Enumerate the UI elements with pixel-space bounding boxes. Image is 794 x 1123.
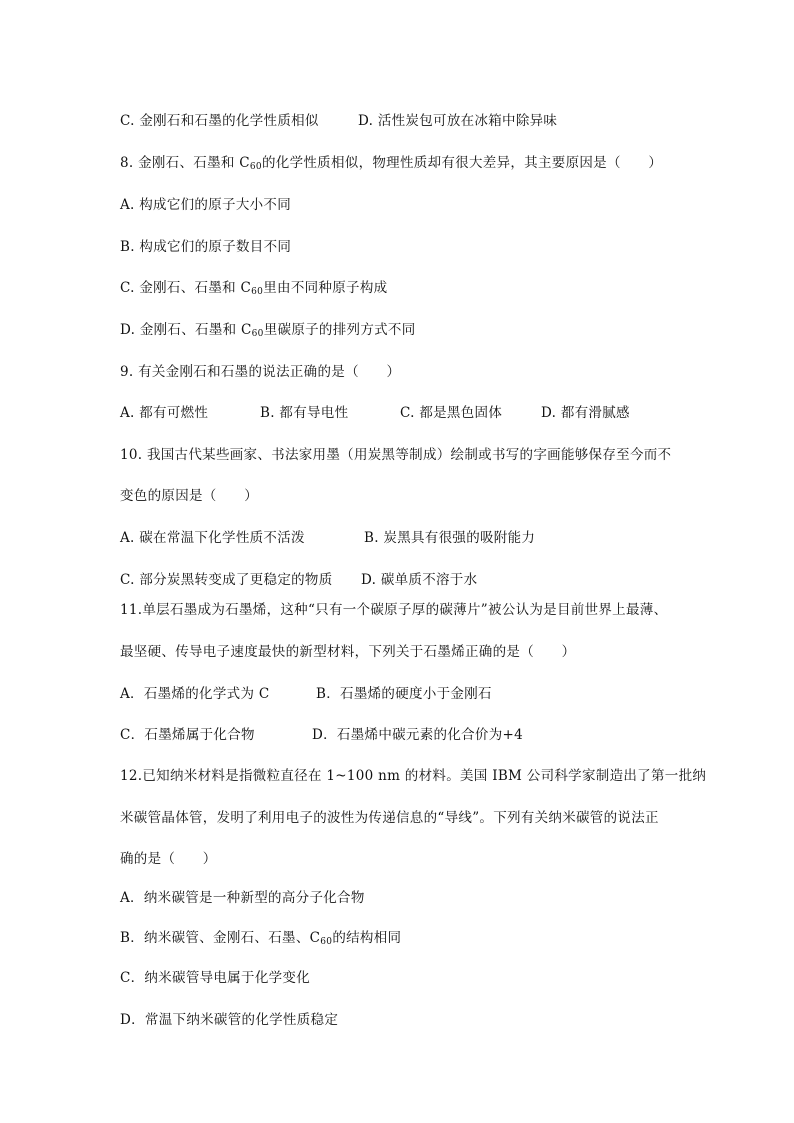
q8-option-a: A. 构成它们的原子大小不同: [120, 197, 292, 213]
q9-option-a: A. 都有可燃性: [120, 405, 209, 421]
q11-option-a: A．石墨烯的化学式为 C: [120, 686, 270, 702]
q10-stem-line1: 10. 我国古代某些画家、书法家用墨（用炭黑等制成）绘制或书写的字画能够保存至今而不: [120, 447, 672, 463]
q12-option-a: A．纳米碳管是一种新型的高分子化合物: [120, 890, 365, 906]
q12b-sub: 60: [320, 937, 333, 947]
q8d-sub: 60: [251, 329, 264, 339]
q11-option-d: D．石墨烯中碳元素的化合价为+4: [312, 727, 524, 743]
q9-option-b: B. 都有导电性: [260, 405, 349, 421]
q11-stem-line2: 最坚硬、传导电子速度最快的新型材料，下列关于石墨烯正确的是（ ）: [120, 644, 576, 660]
q12-option-c: C．纳米碳管导电属于化学变化: [120, 970, 311, 986]
q7-option-c: C. 金刚石和石墨的化学性质相似: [120, 113, 319, 129]
q8c-sub: 60: [251, 287, 264, 297]
q12b-pre: B．纳米碳管、金刚石、石墨、C: [120, 930, 321, 946]
q10-option-c: C. 部分炭黑转变成了更稳定的物质: [120, 572, 333, 588]
q8-stem-sub: 60: [249, 162, 262, 172]
q11-option-c: C．石墨烯属于化合物: [120, 727, 255, 743]
q8c-post: 里由不同种原子构成: [263, 280, 388, 296]
q8-option-b: B. 构成它们的原子数目不同: [120, 239, 292, 255]
q9-option-c: C. 都是黑色固体: [400, 405, 503, 421]
q8-option-d: [120, 318, 416, 339]
q12-stem-line3: 确的是（ ）: [120, 851, 217, 867]
q8c-pre: C. 金刚石、石墨和 C: [120, 280, 252, 296]
q10-option-a: A. 碳在常温下化学性质不活泼: [120, 530, 305, 546]
q10-stem-line2: 变色的原因是（ ）: [120, 488, 258, 504]
q12-stem-line2: 米碳管晶体管，发明了利用电子的波性为传递信息的“导线”。下列有关纳米碳管的说法正: [120, 810, 659, 826]
q12-option-b: [120, 926, 401, 947]
q8-option-c: [120, 276, 387, 297]
q8-stem: [120, 151, 662, 172]
q8-stem-post: 的化学性质相似，物理性质却有很大差异，其主要原因是（ ）: [261, 155, 663, 171]
q7-option-d: D. 活性炭包可放在冰箱中除异味: [358, 113, 558, 129]
q11-option-b: B．石墨烯的硬度小于金刚石: [316, 686, 492, 702]
q12-stem-line1: 12.已知纳米材料是指微粒直径在 1~100 nm 的材料。美国 IBM 公司科学家制造出了第一批纳: [120, 768, 707, 784]
q10-option-b: B. 炭黑具有很强的吸附能力: [364, 530, 536, 546]
q9-option-d: D. 都有滑腻感: [541, 405, 630, 421]
q8d-post: 里碳原子的排列方式不同: [263, 322, 416, 338]
q12-option-d: D．常温下纳米碳管的化学性质稳定: [120, 1012, 339, 1028]
q8-stem-pre: 8. 金刚石、石墨和 C: [120, 155, 250, 171]
q12b-post: 的结构相同: [332, 930, 402, 946]
q8d-pre: D. 金刚石、石墨和 C: [120, 322, 252, 338]
q11-stem-line1: 11.单层石墨成为石墨烯，这种“只有一个碳原子厚的碳薄片”被公认为是目前世界上最薄、: [120, 602, 668, 618]
q9-stem: 9. 有关金刚石和石墨的说法正确的是（ ）: [120, 364, 401, 380]
q10-option-d: D. 碳单质不溶于水: [361, 572, 478, 588]
